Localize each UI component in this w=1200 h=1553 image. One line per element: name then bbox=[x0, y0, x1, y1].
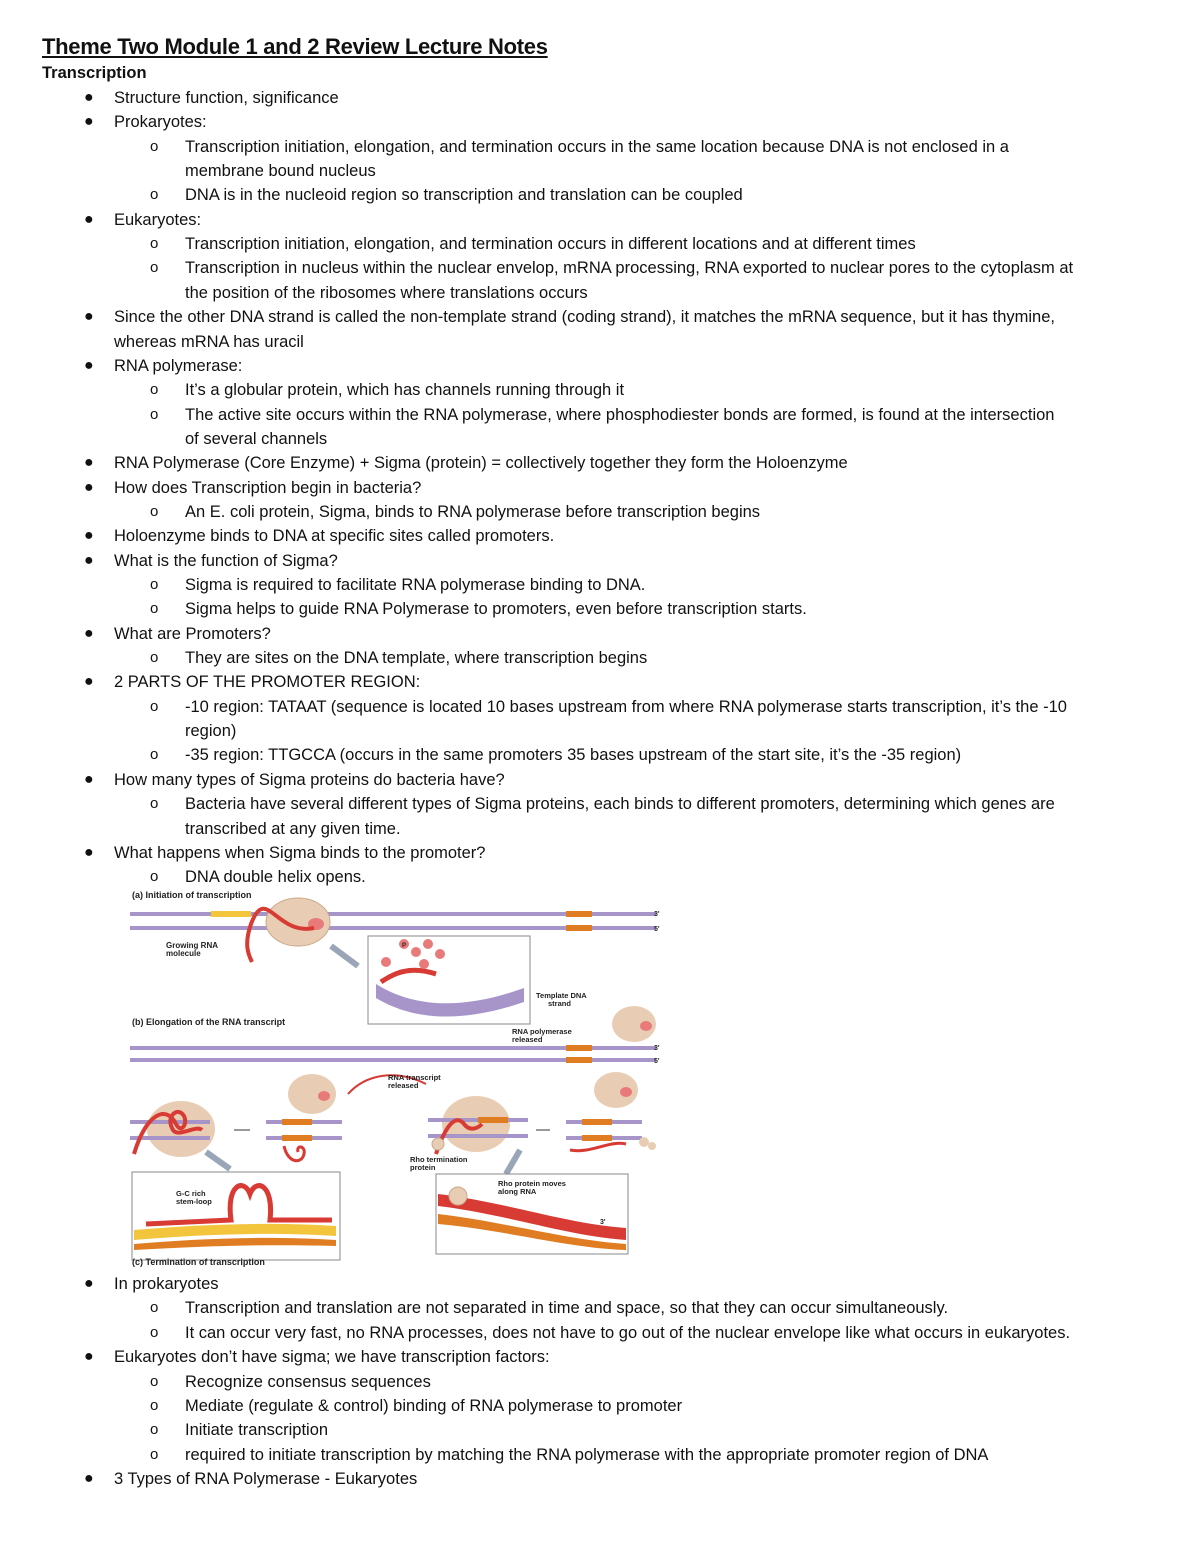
growing-rna-label-2: molecule bbox=[166, 949, 201, 958]
sub-list-item: Initiate transcription bbox=[185, 1421, 329, 1440]
bullet-glyph: ● bbox=[84, 770, 94, 788]
dna-double-strand-b bbox=[130, 1045, 656, 1063]
sub-list-item: transcribed at any given time. bbox=[185, 819, 401, 838]
bullet-glyph: ● bbox=[84, 1470, 94, 1488]
sub-bullet-glyph: o bbox=[150, 405, 159, 423]
sub-list-item: The active site occurs within the RNA polymerase, where phosphodiester bonds are formed, is found at the intersection bbox=[185, 405, 1055, 424]
list-item: Eukaryotes: bbox=[114, 210, 202, 229]
rna-3-prime-c: 3' bbox=[600, 1219, 606, 1226]
list-item: 3 Types of RNA Polymerase - Eukaryotes bbox=[114, 1470, 418, 1489]
dna-5-prime-b: 5' bbox=[654, 1058, 660, 1065]
list-item: RNA polymerase: bbox=[114, 356, 243, 375]
sub-list-item: -35 region: TTGCCA (occurs in the same promoters 35 bases upstream of the start site, it’s the -35 region) bbox=[185, 746, 962, 765]
rho-moves-label: Rho protein moves bbox=[498, 1179, 566, 1188]
sub-bullet-glyph: o bbox=[150, 235, 159, 253]
figure-label-a: (a) Initiation of transcription bbox=[132, 890, 252, 900]
template-dna-label-2: strand bbox=[548, 999, 571, 1008]
list-item: RNA Polymerase (Core Enzyme) + Sigma (protein) = collectively together they form the Holoenzyme bbox=[114, 454, 848, 473]
list-item: Prokaryotes: bbox=[114, 113, 207, 132]
bullet-glyph: ● bbox=[84, 478, 94, 496]
figure-label-b: (b) Elongation of the RNA transcript bbox=[132, 1017, 286, 1027]
bullet-glyph: ● bbox=[84, 113, 94, 131]
released-dna-c-left bbox=[266, 1119, 342, 1161]
list-item: 2 PARTS OF THE PROMOTER REGION: bbox=[114, 673, 421, 692]
sub-bullet-glyph: o bbox=[150, 186, 159, 204]
sub-bullet-glyph: o bbox=[150, 576, 159, 593]
rna-polymerase-c-right bbox=[594, 1072, 638, 1108]
sub-list-item: They are sites on the DNA template, where transcription begins bbox=[185, 649, 648, 668]
sub-list-item: Bacteria have several different types of Sigma proteins, each binds to different promoters, determining which genes are bbox=[185, 795, 1055, 814]
list-item: Holoenzyme binds to DNA at specific sites called promoters. bbox=[114, 527, 555, 546]
sub-list-item: It can occur very fast, no RNA processes, does not have to go out of the nuclear envelope like what occurs in eukaryotes. bbox=[185, 1323, 1071, 1342]
dna-5-prime-a: 5' bbox=[654, 926, 660, 933]
bullet-glyph: ● bbox=[84, 1348, 94, 1366]
bullet-glyph: ● bbox=[84, 89, 94, 106]
sub-bullet-glyph: o bbox=[150, 600, 159, 618]
dna-3-prime-a: 3' bbox=[654, 911, 660, 918]
template-dna-label: Template DNA bbox=[536, 991, 587, 1000]
rna-transcript-released-label: RNA transcript bbox=[388, 1073, 441, 1082]
sub-bullet-glyph: o bbox=[150, 649, 159, 667]
released-dna-c-right bbox=[566, 1119, 656, 1151]
rho-termination-label-2: protein bbox=[410, 1163, 436, 1172]
bullet-glyph: ● bbox=[84, 356, 94, 374]
bullet-glyph: ● bbox=[84, 673, 94, 691]
gc-stem-loop-label-2: stem-loop bbox=[176, 1197, 212, 1206]
zoom-box-a bbox=[368, 936, 530, 1024]
bullet-glyph: ● bbox=[84, 308, 94, 326]
sub-list-item: Sigma helps to guide RNA Polymerase to promoters, even before transcription starts. bbox=[185, 600, 807, 619]
list-item: Eukaryotes don’t have sigma; we have transcription factors: bbox=[114, 1348, 550, 1367]
dna-3-prime-b: 3' bbox=[654, 1045, 660, 1052]
sub-bullet-glyph: o bbox=[150, 746, 159, 764]
sub-bullet-glyph: o bbox=[150, 697, 159, 715]
sub-list-item: membrane bound nucleus bbox=[185, 162, 376, 181]
list-item: How many types of Sigma proteins do bacteria have? bbox=[114, 770, 505, 789]
growing-rna-label: Growing RNA bbox=[166, 941, 218, 950]
sub-list-item: Transcription and translation are not separated in time and space, so that they can occur simultaneously. bbox=[185, 1299, 949, 1318]
list-item: whereas mRNA has uracil bbox=[114, 332, 304, 351]
rna-transcript-released-label-2: released bbox=[388, 1081, 419, 1090]
gc-stem-loop-label: G-C rich bbox=[176, 1189, 206, 1198]
zoom-arrow-c bbox=[206, 1152, 230, 1169]
sub-bullet-glyph: o bbox=[150, 795, 159, 813]
sub-bullet-glyph: o bbox=[150, 259, 159, 277]
sub-bullet-glyph: o bbox=[150, 381, 159, 399]
bullet-glyph: ● bbox=[84, 843, 94, 861]
sub-bullet-glyph: o bbox=[150, 137, 159, 155]
sub-bullet-glyph: o bbox=[150, 868, 159, 886]
sub-list-item: An E. coli protein, Sigma, binds to RNA polymerase before transcription begins bbox=[185, 502, 761, 521]
sub-list-item: Transcription initiation, elongation, and termination occurs in the same location because DNA is not enclosed in a bbox=[185, 137, 1009, 156]
sub-list-item: Mediate (regulate & control) binding of RNA polymerase to promoter bbox=[185, 1397, 683, 1415]
sub-bullet-glyph: o bbox=[150, 1372, 159, 1390]
rna-pol-released-label-2: released bbox=[512, 1035, 543, 1044]
list-item: What happens when Sigma binds to the promoter? bbox=[114, 843, 486, 862]
sub-list-item: Transcription initiation, elongation, and termination occurs in different locations and at different times bbox=[185, 235, 916, 254]
list-item: Structure function, significance bbox=[114, 89, 339, 107]
sub-list-item: Recognize consensus sequences bbox=[185, 1372, 431, 1391]
bullet-glyph: ● bbox=[84, 551, 94, 569]
bullet-glyph: ● bbox=[84, 527, 94, 545]
bullet-glyph: ● bbox=[84, 210, 94, 228]
sub-bullet-glyph: o bbox=[150, 1397, 159, 1414]
bullet-glyph: ● bbox=[84, 1275, 94, 1292]
sub-bullet-glyph: o bbox=[150, 1421, 159, 1439]
list-item: What are Promoters? bbox=[114, 624, 271, 643]
zoom-arrow-c-right bbox=[506, 1150, 520, 1174]
list-item: What is the function of Sigma? bbox=[114, 551, 338, 570]
dna-double-strand-a bbox=[130, 911, 656, 931]
sub-list-item: of several channels bbox=[185, 429, 328, 448]
rho-moves-label-2: along RNA bbox=[498, 1187, 537, 1196]
sub-list-item: -10 region: TATAAT (sequence is located 10 bases upstream from where RNA polymerase starts transcription, it’s the -10 bbox=[185, 697, 1067, 716]
bullet-glyph: ● bbox=[84, 624, 94, 642]
sub-bullet-glyph: o bbox=[150, 1299, 159, 1317]
sub-list-item: region) bbox=[185, 722, 237, 741]
sub-list-item: the position of the ribosomes where translations occurs bbox=[185, 283, 588, 302]
rna-polymerase-a bbox=[266, 898, 330, 946]
figure-label-c: (c) Termination of transcription bbox=[132, 1257, 265, 1267]
zoom-arrow-a bbox=[331, 946, 358, 966]
rho-termination-label: Rho termination bbox=[410, 1155, 468, 1164]
transcription-figure bbox=[126, 884, 666, 1272]
sub-list-item: DNA is in the nucleoid region so transcription and translation can be coupled bbox=[185, 186, 743, 205]
sub-bullet-glyph: o bbox=[150, 1323, 159, 1341]
phosphate-label: P bbox=[402, 943, 407, 949]
sub-bullet-glyph: o bbox=[150, 502, 159, 520]
termination-hairpin-complex bbox=[130, 1101, 215, 1157]
sub-list-item: Transcription in nucleus within the nuclear envelop, mRNA processing, RNA exported to nuclear pores to the cytoplasm at bbox=[185, 259, 1074, 278]
zoom-box-c-left bbox=[132, 1172, 340, 1260]
list-item: Since the other DNA strand is called the non-template strand (coding strand), it matches the mRNA sequence, but it has thymine, bbox=[114, 308, 1055, 327]
sub-list-item: DNA double helix opens. bbox=[185, 868, 366, 887]
list-item: How does Transcription begin in bacteria? bbox=[114, 478, 422, 497]
sub-list-item: It’s a globular protein, which has channels running through it bbox=[185, 381, 625, 400]
section-heading: Transcription bbox=[42, 64, 147, 82]
sub-list-item: Sigma is required to facilitate RNA polymerase binding to DNA. bbox=[185, 576, 646, 594]
sub-list-item: required to initiate transcription by matching the RNA polymerase with the appropriate promoter region of DNA bbox=[185, 1445, 989, 1464]
bullet-glyph: ● bbox=[84, 454, 94, 472]
sub-bullet-glyph: o bbox=[150, 1445, 159, 1463]
list-item: In prokaryotes bbox=[114, 1275, 219, 1293]
rna-polymerase-released bbox=[612, 1006, 656, 1042]
rna-pol-released-label: RNA polymerase bbox=[512, 1027, 572, 1036]
rna-polymerase-c-left bbox=[288, 1074, 336, 1114]
rho-termination-complex bbox=[428, 1096, 528, 1154]
document-title: Theme Two Module 1 and 2 Review Lecture Notes bbox=[42, 34, 548, 59]
